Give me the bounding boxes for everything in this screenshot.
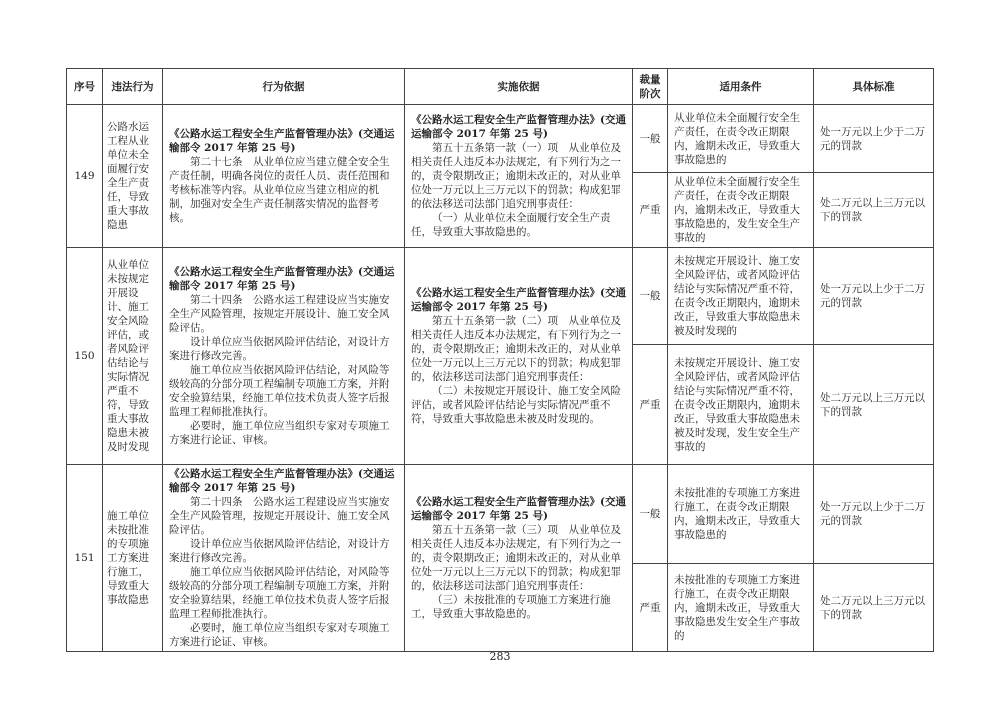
header-cond: 适用条件: [668, 69, 814, 105]
behavior-basis: [163, 248, 405, 465]
impl-paragraph: 第五十五条第一款（二）项 从业单位及相关责任人违反本办法规定，有下列行为之一的，责令限期改正；逾期未改正的，对从业单位处一万元以上三万元以下的罚款；构成犯罪的，依法移送司法部门追究刑事责任：: [411, 315, 621, 383]
row-number: 149: [67, 105, 103, 248]
implementation-basis: [405, 105, 633, 248]
table-header-row: [67, 69, 934, 105]
specific-standard: 处二万元以上三万元以下的罚款: [814, 564, 934, 652]
behavior-basis: [163, 465, 405, 652]
basis-paragraph: 第二十四条 公路水运工程建设应当实施安全生产风险管理，按规定开展设计、施工安全风险评估。: [169, 496, 390, 536]
basis-title: 《公路水运工程安全生产监督管理办法》(交通运输部令 2017 年第 25 号): [169, 468, 395, 494]
header-level-line2: 阶次: [639, 87, 661, 100]
applicable-condition: 未按批准的专项施工方案进行施工，在责令改正期限内，逾期未改正，导致重大事故隐患发生安全生产事故的: [668, 564, 814, 652]
discretion-level: 一般: [633, 248, 668, 345]
impl-title: 《公路水运工程安全生产监督管理办法》(交通运输部令 2017 年第 25 号): [411, 287, 626, 313]
applicable-condition: 未按批准的专项施工方案进行施工，在责令改正期限内，逾期未改正，导致重大事故隐患的: [668, 465, 814, 564]
discretion-level: 一般: [633, 465, 668, 564]
implementation-basis: [405, 248, 633, 465]
row-number: 151: [67, 465, 103, 652]
header-level-line1: 裁量: [639, 73, 661, 86]
specific-standard: 处二万元以上三万元以下的罚款: [814, 345, 934, 465]
header-behavior: 违法行为: [103, 69, 163, 105]
basis-title: 《公路水运工程安全生产监督管理办法》(交通运输部令 2017 年第 25 号): [169, 128, 395, 154]
basis-paragraph: 第二十七条 从业单位应当建立健全安全生产责任制，明确各岗位的责任人员、责任范围和考核标准等内容。从业单位应当建立相应的机制，加强对安全生产责任制落实情况的监督考核。: [169, 156, 390, 224]
row-number: 150: [67, 248, 103, 465]
header-basis: 行为依据: [163, 69, 405, 105]
header-impl: 实施依据: [405, 69, 633, 105]
table-row: [67, 465, 934, 564]
discretion-level: 一般: [633, 105, 668, 173]
basis-paragraph: 必要时，施工单位应当组织专家对专项施工方案进行论证、审核。: [169, 420, 390, 446]
specific-standard: 处二万元以上三万元以下的罚款: [814, 173, 934, 248]
table-row: [67, 248, 934, 345]
specific-standard: 处一万元以上少于二万元的罚款: [814, 105, 934, 173]
applicable-condition: 未按规定开展设计、施工安全风险评估，或者风险评估结论与实际情况严重不符，在责令改正期限内，逾期未改正，导致重大事故隐患未被及时发现的: [668, 248, 814, 345]
applicable-condition: 从业单位未全面履行安全生产责任，在责令改正期限内，逾期未改正，导致重大事故隐患的，发生安全生产事故的: [668, 173, 814, 248]
page-number: 283: [489, 650, 511, 663]
behavior-basis: [163, 105, 405, 248]
applicable-condition: 未按规定开展设计、施工安全风险评估，或者风险评估结论与实际情况严重不符，在责令改正期限内，逾期未改正，导致重大事故隐患未被及时发现，发生安全生产事故的: [668, 345, 814, 465]
specific-standard: 处一万元以上少于二万元的罚款: [814, 248, 934, 345]
table-row: [67, 105, 934, 173]
discretion-level: 严重: [633, 564, 668, 652]
impl-paragraph: （一）从业单位未全面履行安全生产责任，导致重大事故隐患的。: [411, 212, 611, 238]
penalty-standards-table: [66, 68, 934, 652]
impl-paragraph: 第五十五条第一款（一）项 从业单位及相关责任人违反本办法规定，有下列行为之一的，责令限期改正；逾期未改正的，对从业单位处一万元以上三万元以下的罚款；构成犯罪的依法移送司法部门追究刑事责任：: [411, 142, 621, 210]
specific-standard: 处一万元以上少于二万元的罚款: [814, 465, 934, 564]
impl-paragraph: （二）未按规定开展设计、施工安全风险评估，或者风险评估结论与实际情况严重不符，导致重大事故隐患未被及时发现的。: [411, 385, 621, 425]
impl-paragraph: 第五十五条第一款（三）项 从业单位及相关责任人违反本办法规定，有下列行为之一的，责令限期改正；逾期未改正的，对从业单位处一万元以上三万元以下的罚款；构成犯罪的，依法移送司法部门追究刑事责任：: [411, 524, 621, 592]
basis-title: 《公路水运工程安全生产监督管理办法》(交通运输部令 2017 年第 25 号): [169, 266, 395, 292]
implementation-basis: [405, 465, 633, 652]
header-std: 具体标准: [814, 69, 934, 105]
basis-paragraph: 第二十四条 公路水运工程建设应当实施安全生产风险管理，按规定开展设计、施工安全风险评估。: [169, 294, 390, 334]
violation-behavior: 施工单位未按批准的专项施工方案进行施工，导致重大事故隐患: [103, 465, 163, 652]
header-num: 序号: [67, 69, 103, 105]
basis-paragraph: 施工单位应当依据风险评估结论，对风险等级较高的分部分项工程编制专项施工方案，并附安全验算结果，经施工单位技术负责人签字后报监理工程师批准执行。: [169, 364, 390, 418]
basis-paragraph: 施工单位应当依据风险评估结论，对风险等级较高的分部分项工程编制专项施工方案，并附安全验算结果，经施工单位技术负责人签字后报监理工程师批准执行。: [169, 566, 390, 620]
violation-behavior: 从业单位未按规定开展设计、施工安全风险评估，或者风险评估结论与实际情况严重不符，导致重大事故隐患未被及时发现: [103, 248, 163, 465]
violation-behavior: 公路水运工程从业单位未全面履行安全生产责任，导致重大事故隐患: [103, 105, 163, 248]
discretion-level: 严重: [633, 345, 668, 465]
header-level: [633, 69, 668, 105]
impl-title: 《公路水运工程安全生产监督管理办法》(交通运输部令 2017 年第 25 号): [411, 114, 626, 140]
discretion-level: 严重: [633, 173, 668, 248]
basis-paragraph: 必要时，施工单位应当组织专家对专项施工方案进行论证、审核。: [169, 622, 390, 648]
applicable-condition: 从业单位未全面履行安全生产责任，在责令改正期限内，逾期未改正，导致重大事故隐患的: [668, 105, 814, 173]
document-page: [66, 68, 933, 652]
impl-paragraph: （三）未按批准的专项施工方案进行施工，导致重大事故隐患的。: [411, 594, 611, 620]
impl-title: 《公路水运工程安全生产监督管理办法》(交通运输部令 2017 年第 25 号): [411, 496, 626, 522]
basis-paragraph: 设计单位应当依据风险评估结论，对设计方案进行修改完善。: [169, 336, 390, 362]
basis-paragraph: 设计单位应当依据风险评估结论，对设计方案进行修改完善。: [169, 538, 390, 564]
